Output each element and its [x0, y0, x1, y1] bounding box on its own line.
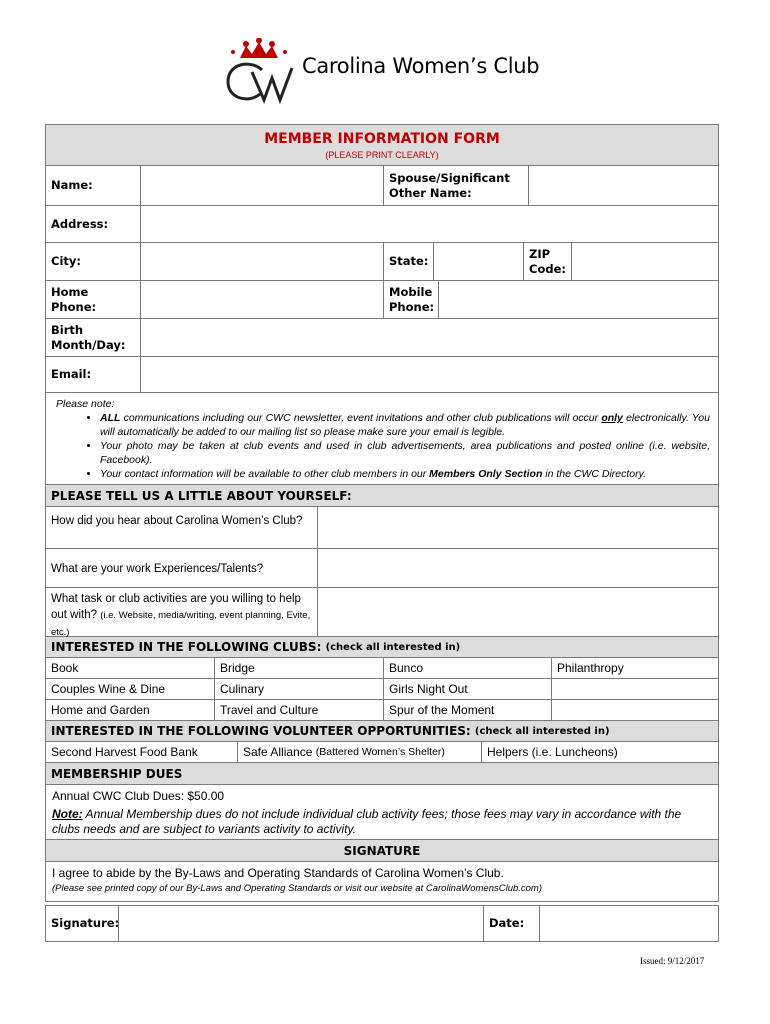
mobile-phone-field[interactable] — [439, 281, 718, 318]
state-label: State: — [384, 243, 434, 280]
note-text: communications including our CWC newsletter, event invitations and other club publications will occur — [120, 412, 602, 424]
member-information-form — [45, 124, 719, 942]
safe-alliance-label: Safe Alliance — [243, 745, 313, 759]
email-field[interactable] — [141, 357, 718, 392]
club-philanthropy[interactable]: Philanthropy — [557, 661, 624, 675]
address-field[interactable] — [141, 206, 718, 242]
dues-note — [46, 807, 718, 841]
birth-field[interactable] — [141, 319, 718, 356]
club-girls-night-out[interactable]: Girls Night Out — [384, 679, 552, 699]
clubs-heading-row — [45, 637, 719, 658]
club-name: Carolina Women’s Club — [302, 54, 540, 78]
signature-heading: SIGNATURE — [343, 843, 421, 858]
note-row — [45, 393, 719, 485]
phone-row — [45, 281, 719, 319]
about-heading-row — [45, 485, 719, 507]
note-text: in the CWC Directory. — [542, 468, 647, 480]
date-field[interactable] — [540, 906, 718, 941]
clubs-heading-note: (check all interested in) — [325, 641, 461, 653]
signature-row — [45, 905, 719, 942]
zip-field[interactable] — [572, 243, 718, 280]
club-empty — [552, 700, 718, 720]
form-subtitle: (PLEASE PRINT CLEARLY) — [325, 149, 439, 160]
signature-label: Signature: — [46, 906, 119, 941]
club-home-garden[interactable]: Home and Garden — [46, 700, 215, 720]
note-item — [100, 411, 710, 439]
clubs-row — [45, 658, 719, 679]
birth-label: Birth Month/Day: — [46, 319, 141, 356]
question-volunteer — [46, 588, 318, 636]
volunteer-second-harvest[interactable]: Second Harvest Food Bank — [46, 742, 238, 762]
club-empty — [552, 679, 718, 699]
question-volunteer-examples: (i.e. Website, media/writing, event planning, Evite, etc.) — [51, 610, 311, 638]
note-only: only — [601, 412, 623, 424]
mobile-phone-label: Mobile Phone: — [384, 281, 439, 318]
volunteer-heading-row — [45, 721, 719, 742]
city-field[interactable] — [141, 243, 384, 280]
volunteer-safe-alliance[interactable] — [238, 742, 482, 762]
name-field[interactable] — [141, 166, 384, 205]
agree-text: I agree to abide by the By-Laws and Operating Standards of Carolina Women’s Club. — [52, 866, 504, 880]
club-bridge[interactable]: Bridge — [215, 658, 384, 678]
about-heading: PLEASE TELL US A LITTLE ABOUT YOURSELF: — [51, 488, 352, 503]
volunteer-helpers[interactable]: Helpers (i.e. Luncheons) — [487, 745, 618, 759]
dues-amount: Annual CWC Club Dues: $50.00 — [52, 789, 225, 803]
name-row — [45, 166, 719, 206]
dues-heading-row — [45, 763, 719, 785]
dues-row — [45, 785, 719, 840]
state-field[interactable] — [434, 243, 524, 280]
dues-heading: MEMBERSHIP DUES — [51, 766, 183, 781]
club-culinary[interactable]: Culinary — [215, 679, 384, 699]
form-title: MEMBER INFORMATION FORM — [264, 130, 500, 147]
volunteer-row — [45, 742, 719, 763]
home-phone-field[interactable] — [141, 281, 384, 318]
agree-note: (Please see printed copy of our By-Laws and Operating Standards or visit our website at CarolinaWomensClub.com) — [52, 883, 543, 894]
dues-note-label: Note: — [52, 807, 83, 821]
signature-field[interactable] — [119, 906, 484, 941]
answer-talents[interactable] — [318, 549, 718, 587]
spouse-field[interactable] — [529, 166, 718, 205]
address-label: Address: — [46, 206, 141, 242]
club-bunco[interactable]: Bunco — [384, 658, 552, 678]
city-row — [45, 243, 719, 281]
dues-note-text: Annual Membership dues do not include individual club activity fees; those fees may vary in accordance with the clubs needs and are subject to variants activity to activity. — [52, 807, 682, 836]
date-label: Date: — [484, 906, 540, 941]
email-label: Email: — [46, 357, 141, 392]
answer-volunteer[interactable] — [318, 588, 718, 636]
about-q3-row — [45, 588, 719, 637]
club-logo — [222, 38, 562, 104]
clubs-heading — [46, 637, 718, 657]
note-text: Your contact information will be available to other club members in our — [100, 468, 430, 480]
clubs-row — [45, 700, 719, 721]
volunteer-heading — [46, 721, 718, 741]
question-how-heard: How did you hear about Carolina Women’s Club? — [46, 507, 318, 548]
question-talents: What are your work Experiences/Talents? — [46, 549, 318, 587]
clubs-heading-text: INTERESTED IN THE FOLLOWING CLUBS: — [51, 640, 322, 654]
spouse-label: Spouse/Significant Other Name: — [384, 166, 529, 205]
club-book[interactable]: Book — [46, 658, 215, 678]
note-title: Please note: — [56, 398, 115, 410]
about-q2-row — [45, 549, 719, 588]
club-travel-culture[interactable]: Travel and Culture — [215, 700, 384, 720]
cw-monogram-icon — [222, 38, 298, 104]
note-item: • Your photo may be taken at club events and used in club advertisements, area publications and posted online (i.e. website, Facebook). — [100, 439, 710, 467]
safe-alliance-note: (Battered Women’s Shelter) — [315, 746, 445, 758]
zip-label: ZIP Code: — [524, 243, 572, 280]
home-phone-label: Home Phone: — [46, 281, 141, 318]
dues-block — [46, 785, 718, 839]
about-q1-row — [45, 507, 719, 549]
question-volunteer-text: What task or club activities are you willing to help out with? — [51, 593, 301, 621]
club-spur-of-moment[interactable]: Spur of the Moment — [384, 700, 552, 720]
email-row — [45, 357, 719, 393]
note-text: electronically. You will automatically be added to our mailing list so please make sure your email is legible. — [100, 412, 710, 438]
issued-date: Issued: 9/12/2017 — [640, 956, 705, 966]
city-label: City: — [46, 243, 141, 280]
note-list — [56, 411, 710, 481]
form-header — [45, 124, 719, 166]
note-members-only: Members Only Section — [429, 468, 543, 480]
volunteer-heading-note: (check all interested in) — [474, 725, 610, 737]
note-item — [100, 467, 710, 481]
clubs-row — [45, 679, 719, 700]
club-couples-wine-dine[interactable]: Couples Wine & Dine — [46, 679, 215, 699]
birth-row — [45, 319, 719, 357]
signature-heading-row — [45, 840, 719, 862]
note-block — [46, 393, 718, 484]
note-all: ALL — [100, 412, 121, 424]
agree-block — [46, 862, 718, 901]
name-label: Name: — [46, 166, 141, 205]
address-row — [45, 206, 719, 243]
agree-row — [45, 862, 719, 902]
answer-how-heard[interactable] — [318, 507, 718, 548]
volunteer-heading-text: INTERESTED IN THE FOLLOWING VOLUNTEER OPPORTUNITIES: — [51, 724, 471, 738]
